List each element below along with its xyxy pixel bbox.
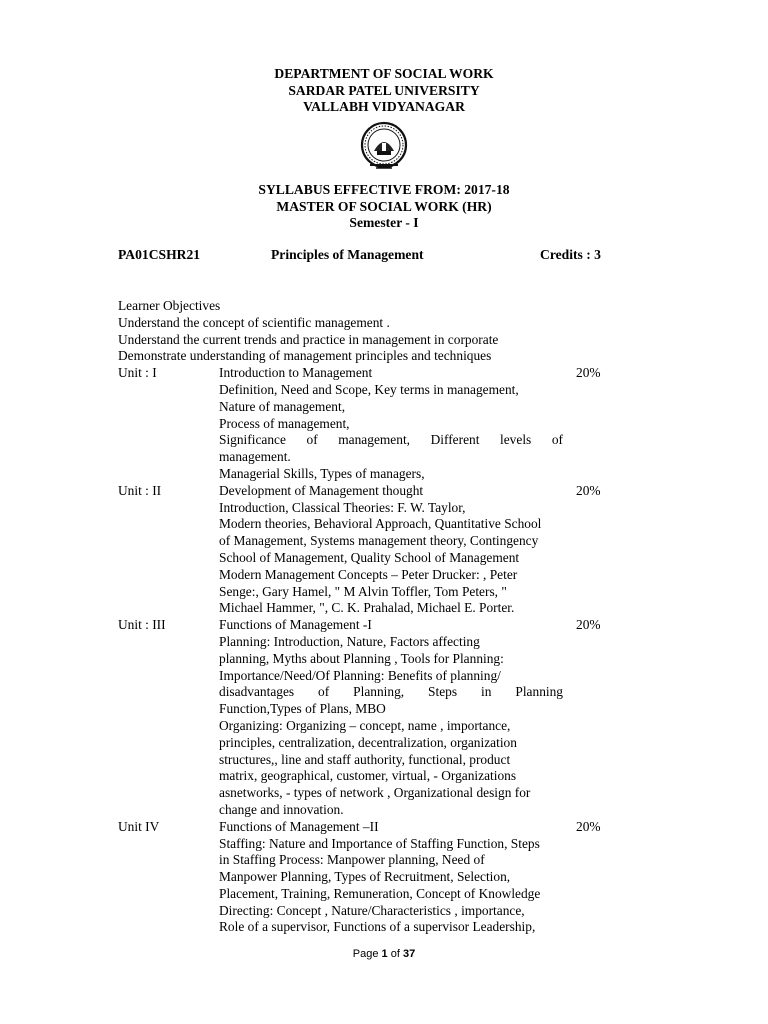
syllabus-effective: SYLLABUS EFFECTIVE FROM: 2017-18: [258, 182, 510, 197]
unit-line: Introduction, Classical Theories: F. W. Taylor,: [219, 499, 466, 515]
course-credits: Credits : 3: [540, 247, 601, 262]
department-name: DEPARTMENT OF SOCIAL WORK: [274, 66, 494, 81]
university-seal-icon: [360, 121, 408, 171]
unit-content: [219, 819, 563, 937]
objective-item: Understand the concept of scientific management .: [118, 314, 390, 330]
unit-line: Definition, Need and Scope, Key terms in management,: [219, 381, 519, 397]
unit-line: structures,, line and staff authority, functional, product: [219, 751, 511, 767]
unit-line: Development of Management thought: [219, 482, 424, 498]
unit-line: Modern Management Concepts – Peter Drucker: , Peter: [219, 566, 518, 582]
unit-line: in Staffing Process: Manpower planning, Need of: [219, 852, 485, 868]
page-of: of: [390, 948, 400, 960]
unit-content: [219, 483, 563, 617]
unit-line: Function,Types of Plans, MBO: [219, 701, 386, 717]
unit-label: Unit : III: [118, 617, 166, 633]
unit-line: management.: [219, 449, 291, 465]
unit-label: Unit IV: [118, 818, 160, 834]
unit-block: [118, 483, 618, 617]
unit-line: Significance of management, Different levels of: [219, 432, 563, 448]
unit-content: [219, 365, 563, 483]
page-current: 1: [381, 948, 388, 960]
syllabus-body: [118, 298, 618, 936]
unit-line: Modern theories, Behavioral Approach, Quantitative School: [219, 516, 542, 532]
course-title: Principles of Management: [271, 247, 424, 262]
unit-weight: 20%: [576, 482, 601, 498]
unit-line: Manpower Planning, Types of Recruitment, Selection,: [219, 869, 511, 885]
unit-line: Nature of management,: [219, 398, 346, 414]
unit-line: Placement, Training, Remuneration, Concept of Knowledge: [219, 885, 541, 901]
objective-item: Demonstrate understanding of management principles and techniques: [118, 348, 492, 364]
program-name: MASTER OF SOCIAL WORK (HR): [276, 198, 492, 214]
page-footer: [0, 948, 768, 960]
unit-line: Introduction to Management: [219, 365, 373, 381]
unit-line: Managerial Skills, Types of managers,: [219, 465, 425, 481]
city-name: VALLABH VIDYANAGAR: [303, 99, 465, 115]
unit-weight: 20%: [576, 365, 601, 381]
objectives-heading: Learner Objectives: [118, 298, 221, 313]
university-name: SARDAR PATEL UNIVERSITY: [288, 82, 480, 98]
unit-line: Staffing: Nature and Importance of Staffing Function, Steps: [219, 835, 540, 851]
unit-line: Role of a supervisor, Functions of a supervisor Leadership,: [219, 919, 536, 935]
objective-item: Understand the current trends and practice in management in corporate: [118, 331, 499, 347]
unit-block: [118, 365, 618, 483]
page-total: 37: [402, 948, 416, 960]
unit-line: Michael Hammer, ", C. K. Prahalad, Michael E. Porter.: [219, 600, 515, 616]
unit-label: Unit : I: [118, 365, 157, 381]
unit-line: Senge:, Gary Hamel, " M Alvin Toffler, Tom Peters, ": [219, 583, 507, 599]
unit-line: matrix, geographical, customer, virtual, - Organizations: [219, 768, 517, 784]
unit-line: principles, centralization, decentralization, organization: [219, 734, 517, 750]
unit-line: Organizing: Organizing – concept, name , importance,: [219, 717, 511, 733]
unit-line: asnetworks, - types of network , Organizational design for: [219, 785, 531, 801]
unit-line: Functions of Management -I: [219, 617, 372, 633]
unit-content: [219, 617, 563, 819]
unit-line: change and innovation.: [219, 801, 344, 817]
course-code: PA01CSHR21: [118, 247, 201, 262]
institution-header: [0, 66, 768, 116]
unit-block: [118, 617, 618, 819]
unit-line: disadvantages of Planning, Steps in Planning: [219, 684, 563, 700]
unit-block: [118, 819, 618, 937]
syllabus-header: [0, 182, 768, 232]
unit-line: School of Management, Quality School of Management: [219, 549, 520, 565]
unit-line: Directing: Concept , Nature/Characteristics , importance,: [219, 902, 525, 918]
unit-line: of Management, Systems management theory, Contingency: [219, 533, 539, 549]
unit-line: Planning: Introduction, Nature, Factors affecting: [219, 633, 480, 649]
unit-label: Unit : II: [118, 482, 162, 498]
unit-line: Importance/Need/Of Planning: Benefits of planning/: [219, 667, 501, 683]
unit-weight: 20%: [576, 617, 601, 633]
unit-weight: 20%: [576, 818, 601, 834]
page-label: Page: [352, 948, 379, 960]
unit-line: Process of management,: [219, 415, 350, 431]
unit-line: planning, Myths about Planning , Tools for Planning:: [219, 650, 504, 666]
semester-label: Semester - I: [349, 215, 419, 231]
unit-line: Functions of Management –II: [219, 818, 379, 834]
